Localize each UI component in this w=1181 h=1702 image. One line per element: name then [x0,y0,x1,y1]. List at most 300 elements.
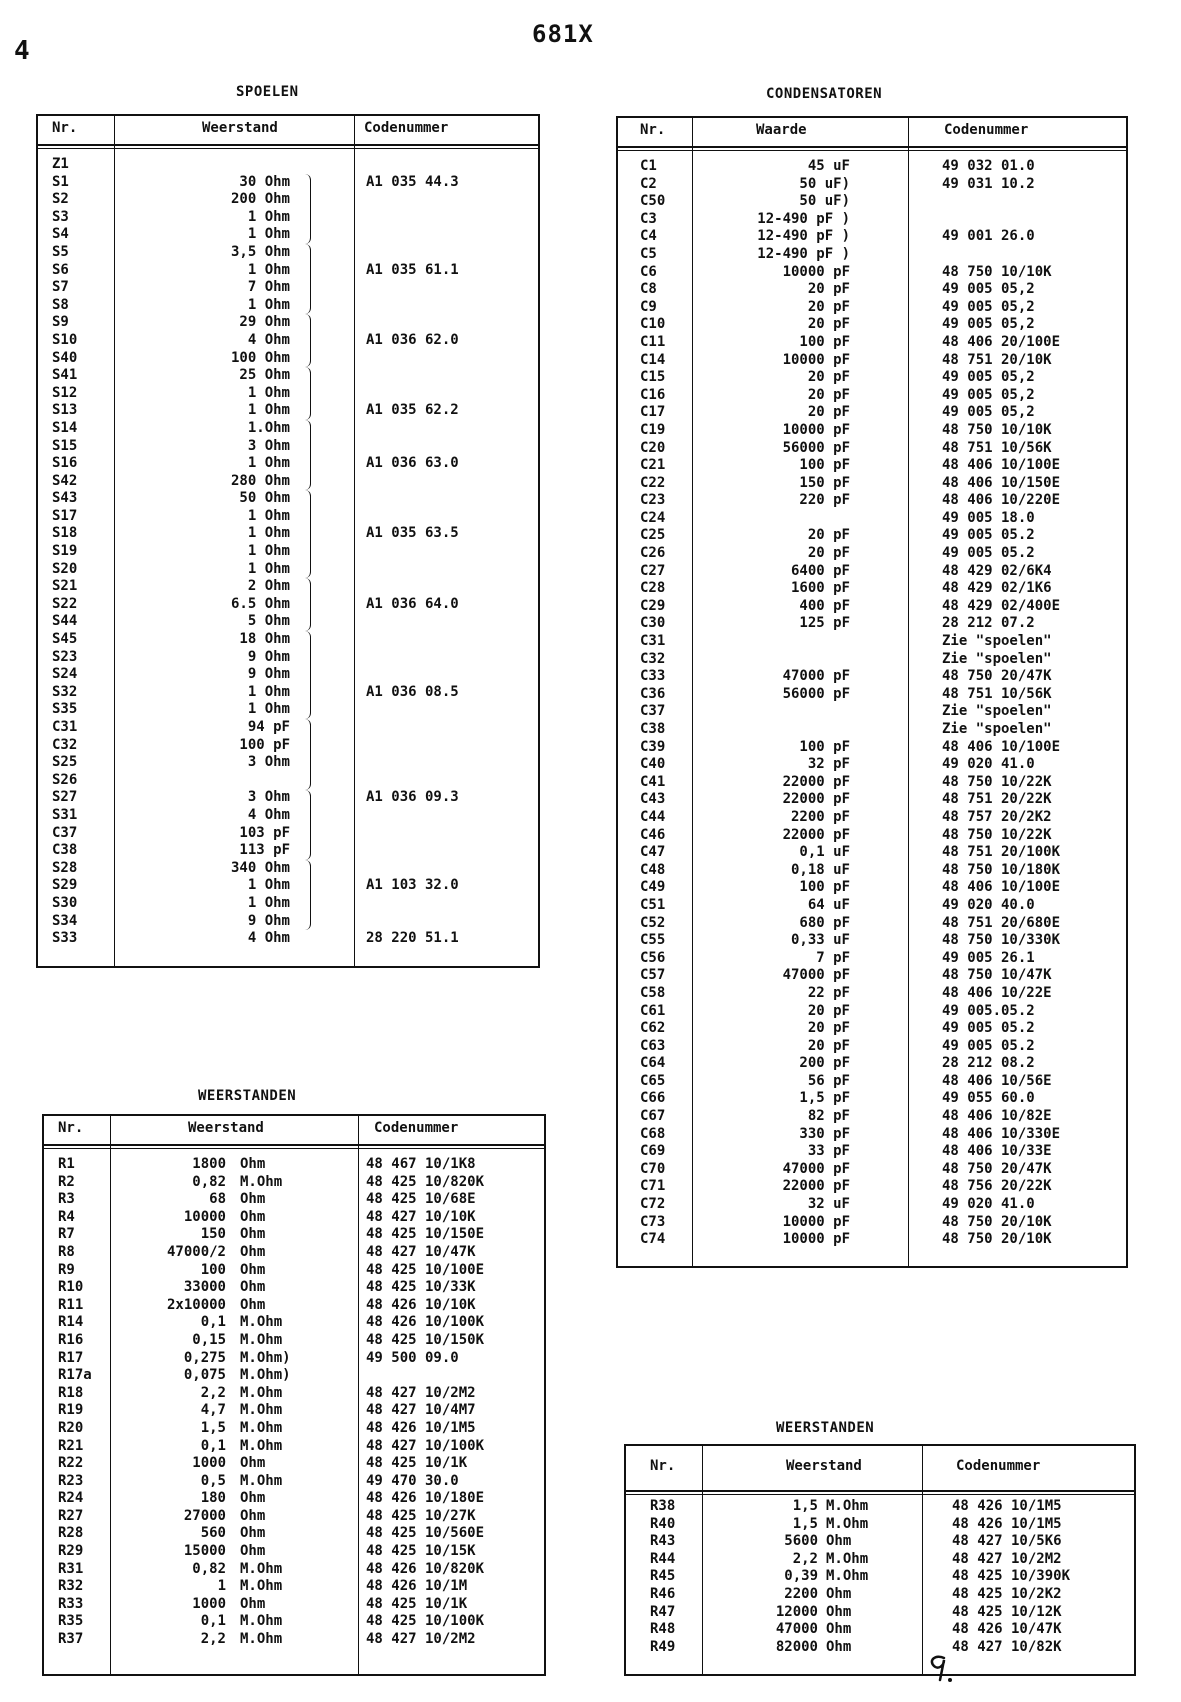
cell-value: 18 Ohm [239,631,290,648]
cell-code: 49 005 05,2 [942,298,1035,315]
cell-code: 48 429 02/1K6 [942,580,1052,597]
cell-nr: C32 [640,650,666,667]
cell-code: 48 425 10/2K2 [952,1585,1062,1602]
cell-nr: S33 [52,930,78,947]
table-row [38,209,538,227]
cell-nr: C32 [52,736,78,753]
table-row [618,228,1126,246]
cell-code: 48 750 20/10K [942,1231,1052,1248]
cell-nr: C44 [640,808,666,825]
header-weerstand: Weerstand [786,1458,862,1474]
cell-nr: R46 [650,1585,676,1602]
cell-value: 200 Ohm [230,191,290,208]
header-weerstand: Weerstand [202,120,278,136]
table-row [618,1196,1126,1214]
cell-code: 48 757 20/2K2 [942,808,1052,825]
cell-value: 47000 [775,1621,818,1638]
header-nr: Nr. [640,122,666,138]
cell-value: 1 Ohm [247,208,290,225]
table-row [44,1543,544,1561]
cell-value: 15000 [183,1543,226,1560]
cell-unit: Ohm [826,1638,852,1655]
cell-value: 47000 pF [782,1160,850,1177]
table-row [38,350,538,368]
cell-nr: R20 [58,1419,84,1436]
table-row [38,385,538,403]
cell-code: 48 425 10/15K [366,1543,476,1560]
cell-value: 82000 [775,1638,818,1655]
cell-nr: S27 [52,789,78,806]
cell-value: 33 pF [807,1143,850,1160]
cell-value: 1 Ohm [247,701,290,718]
cell-code: 48 427 10/10K [366,1208,476,1225]
table-row [44,1314,544,1332]
cell-nr: S16 [52,455,78,472]
spoelen-table [36,114,540,968]
cell-value: 5600 [784,1533,818,1550]
cell-value: 20 pF [807,298,850,315]
cell-nr: C63 [640,1037,666,1054]
cell-value: 0,1 [200,1314,226,1331]
cell-nr: R1 [58,1156,75,1172]
cell-code: 48 406 10/22E [942,984,1052,1001]
cell-nr: C39 [640,738,666,755]
table-row [618,827,1126,845]
cell-unit: M.Ohm [240,1384,283,1401]
cell-nr: S22 [52,595,78,612]
cell-value: 1800 [192,1156,226,1172]
cell-nr: R45 [650,1568,676,1585]
cell-code: 48 427 10/82K [952,1638,1062,1655]
cell-nr: S44 [52,613,78,630]
cell-value: 22000 pF [782,773,850,790]
table-row [618,299,1126,317]
table-row [618,440,1126,458]
table-row [38,613,538,631]
cell-code: 49 005 18.0 [942,509,1035,526]
cell-value: 20 pF [807,1020,850,1037]
cell-code: 48 406 10/330E [942,1125,1061,1142]
cell-code: 49 005 05,2 [942,386,1035,403]
cell-nr: C30 [640,615,666,632]
cell-value: 32 pF [807,756,850,773]
cell-code: 48 750 10/22K [942,826,1052,843]
table-row [38,262,538,280]
cell-value: 27000 [183,1507,226,1524]
cell-nr: R47 [650,1603,676,1620]
cell-code: 48 756 20/22K [942,1178,1052,1195]
group-brace [304,244,311,314]
table-row [38,174,538,192]
cell-value: 280 Ohm [230,472,290,489]
cell-nr: C10 [640,316,666,333]
cell-value: 0,82 [192,1560,226,1577]
table-row [618,879,1126,897]
cell-code: 48 751 20/680E [942,914,1061,931]
table-row [618,1143,1126,1161]
cell-unit: M.Ohm [240,1437,283,1454]
cell-code: 48 750 10/47K [942,967,1052,984]
header-nr: Nr. [52,120,78,136]
cell-nr: S45 [52,631,78,648]
cell-unit: M.Ohm [240,1331,283,1348]
cell-value: 20 pF [807,386,850,403]
table-row [38,895,538,913]
cell-nr: R24 [58,1490,84,1507]
cell-unit: M.Ohm) [240,1367,291,1384]
cell-nr: R7 [58,1226,75,1243]
cell-value: 3 Ohm [247,789,290,806]
cell-code: 49 055 60.0 [942,1090,1035,1107]
table-row [38,754,538,772]
cell-value: 1 Ohm [247,507,290,524]
cell-value: 50 uF) [799,175,850,192]
table-row [618,1108,1126,1126]
cell-value: 0,33 uF [790,932,850,949]
cell-value: 0,39 [784,1568,818,1585]
cell-nr: S2 [52,191,69,208]
cell-nr: S4 [52,226,69,243]
cell-value: 9 Ohm [247,666,290,683]
cell-unit: Ohm [240,1191,266,1208]
table-row [618,756,1126,774]
cell-nr: R31 [58,1560,84,1577]
cell-nr: R32 [58,1578,84,1595]
cell-nr: C46 [640,826,666,843]
table-row [38,825,538,843]
cell-value: 3,5 Ohm [230,243,290,260]
cell-code: 49 005 05.2 [942,527,1035,544]
cell-nr: C49 [640,879,666,896]
table-row [44,1297,544,1315]
cell-unit: M.Ohm [240,1173,283,1190]
cell-code: 49 020 40.0 [942,896,1035,913]
cell-unit: M.Ohm [240,1314,283,1331]
cell-unit: M.Ohm [826,1568,869,1585]
table-row [626,1533,1134,1551]
cell-nr: R11 [58,1296,84,1313]
cell-value: 2,2 [200,1631,226,1648]
cell-value: 0,1 [200,1613,226,1630]
cell-value: 2200 pF [790,808,850,825]
table-row [618,651,1126,669]
group-brace [304,314,311,367]
cell-unit: Ohm [240,1208,266,1225]
cell-value: 1000 [192,1455,226,1472]
table-row [44,1350,544,1368]
cell-code: A1 036 09.3 [366,789,459,806]
table-row [38,473,538,491]
cell-nr: C56 [640,949,666,966]
cell-value: 2200 [784,1585,818,1602]
cell-nr: S5 [52,243,69,260]
cell-unit: Ohm [240,1455,266,1472]
table-header [44,1116,544,1146]
table-row [38,913,538,931]
cell-value: 32 uF [807,1196,850,1213]
cell-value: 47000/2 [166,1243,226,1260]
cell-value: 10000 pF [782,1213,850,1230]
cell-nr: C26 [640,545,666,562]
cell-unit: Ohm [826,1621,852,1638]
cell-unit: M.Ohm [240,1578,283,1595]
table-row [38,789,538,807]
cell-unit: Ohm [240,1525,266,1542]
cell-code: 48 426 10/180E [366,1490,485,1507]
cell-unit: Ohm [240,1261,266,1278]
table-row [44,1631,544,1649]
table-row [618,422,1126,440]
cell-nr: S35 [52,701,78,718]
table-row [618,932,1126,950]
cell-nr: R44 [650,1550,676,1567]
cell-value: 10000 pF [782,351,850,368]
table-row [618,281,1126,299]
cell-value: 4 Ohm [247,930,290,947]
header-waarde: Waarde [756,122,807,138]
cell-unit: Ohm [240,1507,266,1524]
cell-nr: C36 [640,685,666,702]
table-row [618,1038,1126,1056]
cell-unit: Ohm [826,1603,852,1620]
table-row [38,156,538,174]
cell-value: 1 Ohm [247,455,290,472]
table-row [618,563,1126,581]
cell-value: 1 Ohm [247,384,290,401]
table-row [618,246,1126,264]
cell-value: 20 pF [807,527,850,544]
cell-code: 48 425 10/150E [366,1226,485,1243]
cell-value: 50 uF) [799,193,850,210]
cell-value: 220 pF [799,492,850,509]
cell-code: 49 032 01.0 [942,158,1035,174]
cell-value: 10000 pF [782,1231,850,1248]
cell-code: 49 020 41.0 [942,1196,1035,1213]
cell-code: 48 426 10/1M5 [366,1419,476,1436]
cell-value: 20 pF [807,545,850,562]
cell-nr: C33 [640,668,666,685]
table-row [44,1613,544,1631]
table-row [38,508,538,526]
cell-nr: C21 [640,457,666,474]
cell-nr: R43 [650,1533,676,1550]
cell-code: 48 750 10/22K [942,773,1052,790]
cell-nr: R8 [58,1243,75,1260]
table-row [618,598,1126,616]
cell-value: 12-490 pF ) [757,245,850,262]
cell-code: 49 031 10.2 [942,175,1035,192]
cell-nr: R29 [58,1543,84,1560]
cell-nr: S13 [52,402,78,419]
cell-value: 10000 [183,1208,226,1225]
cell-code: 48 750 10/330K [942,932,1061,949]
cell-code: 48 427 10/4M7 [366,1402,476,1419]
cell-nr: C61 [640,1002,666,1019]
table-row [618,580,1126,598]
cell-value: 47000 pF [782,668,850,685]
cell-unit: Ohm [826,1533,852,1550]
cell-nr: C62 [640,1020,666,1037]
cell-nr: C8 [640,281,657,298]
cell-nr: S42 [52,472,78,489]
table-row [44,1279,544,1297]
cell-nr: C51 [640,896,666,913]
cell-code: 28 212 08.2 [942,1055,1035,1072]
cell-code: A1 036 08.5 [366,683,459,700]
header-nr: Nr. [650,1458,676,1474]
table-row [618,686,1126,704]
cell-nr: R49 [650,1638,676,1655]
cell-nr: S3 [52,208,69,225]
cell-nr: S41 [52,367,78,384]
cell-nr: S23 [52,648,78,665]
cell-nr: R37 [58,1631,84,1648]
cell-nr: R17 [58,1349,84,1366]
cell-nr: C43 [640,791,666,808]
cell-code: A1 035 62.2 [366,402,459,419]
cell-unit: Ohm [240,1279,266,1296]
cell-unit: M.Ohm [826,1498,869,1514]
cell-code: Zie "spoelen" [942,703,1052,720]
header-codenummer: Codenummer [364,120,449,136]
cell-value: 1,5 pF [799,1090,850,1107]
cell-value: 20 pF [807,1002,850,1019]
table-header [38,116,538,146]
cell-code: 48 425 10/100E [366,1261,485,1278]
table-row [618,897,1126,915]
table-row [38,438,538,456]
cell-code: 49 005 05,2 [942,369,1035,386]
cell-code: 48 751 10/56K [942,685,1052,702]
cell-code: 48 427 10/2M2 [366,1631,476,1648]
cell-code: 48 427 10/47K [366,1243,476,1260]
cell-nr: C40 [640,756,666,773]
cell-code: 48 406 20/100E [942,333,1061,350]
table-row [44,1438,544,1456]
cell-nr: S18 [52,525,78,542]
table-row [44,1596,544,1614]
cell-nr: R10 [58,1279,84,1296]
table-row [618,510,1126,528]
cell-value: 150 [200,1226,226,1243]
table-row [44,1209,544,1227]
cell-unit: M.Ohm [240,1613,283,1630]
cell-unit: M.Ohm [240,1631,283,1648]
cell-nr: S1 [52,173,69,190]
header-codenummer: Codenummer [374,1120,459,1136]
cell-nr: C9 [640,298,657,315]
cell-code: 49 001 26.0 [942,228,1035,245]
cell-code: 48 426 10/1M [366,1578,468,1595]
table-row [618,176,1126,194]
cell-value: 22 pF [807,984,850,1001]
cell-code: 48 425 10/100K [366,1613,485,1630]
handwritten-mark [922,1650,958,1686]
cell-nr: C41 [640,773,666,790]
cell-nr: C31 [640,633,666,650]
table-row [38,297,538,315]
cell-value: 103 pF [239,824,290,841]
cell-unit: Ohm [240,1243,266,1260]
table-row [618,264,1126,282]
cell-nr: S9 [52,314,69,331]
table-row [38,877,538,895]
cell-unit: M.Ohm [240,1560,283,1577]
cell-nr: S10 [52,331,78,348]
cell-nr: C64 [640,1055,666,1072]
cell-value: 1 Ohm [247,560,290,577]
cell-code: 28 212 07.2 [942,615,1035,632]
cell-nr: C58 [640,984,666,1001]
table-row [618,703,1126,721]
table-row [38,701,538,719]
table-row [44,1402,544,1420]
cell-nr: C37 [52,824,78,841]
table-row [618,1178,1126,1196]
cell-nr: Z1 [52,156,69,172]
cell-nr: S30 [52,894,78,911]
cell-value: 1,5 [792,1498,818,1514]
table-row [618,1003,1126,1021]
table-row [618,404,1126,422]
cell-nr: R38 [650,1498,676,1514]
cell-nr: C29 [640,597,666,614]
cell-value: 5 Ohm [247,613,290,630]
cell-nr: C48 [640,861,666,878]
cell-value: 12-490 pF ) [757,210,850,227]
cell-nr: S28 [52,859,78,876]
cell-code: 48 406 10/33E [942,1143,1052,1160]
cell-value: 0,18 uF [790,861,850,878]
cell-unit: M.Ohm [240,1402,283,1419]
cell-nr: R48 [650,1621,676,1638]
table-row [618,1073,1126,1091]
table-row [38,543,538,561]
model-title: 681X [532,20,594,48]
table-row [618,915,1126,933]
cell-value: 29 Ohm [239,314,290,331]
cell-nr: S7 [52,279,69,296]
cell-value: 0,075 [183,1367,226,1384]
cell-nr: C25 [640,527,666,544]
cell-code: 48 406 10/150E [942,474,1061,491]
table-row [38,807,538,825]
cell-nr: C73 [640,1213,666,1230]
table-row [626,1516,1134,1534]
cell-nr: C70 [640,1160,666,1177]
cell-value: 0,82 [192,1173,226,1190]
table-row [44,1473,544,1491]
table-row [618,791,1126,809]
cell-value: 4 Ohm [247,806,290,823]
cell-value: 100 [200,1261,226,1278]
cell-code: A1 035 63.5 [366,525,459,542]
weerstanden-caption: WEERSTANDEN [776,1420,875,1436]
cell-value: 113 pF [239,842,290,859]
cell-nr: R3 [58,1191,75,1208]
cell-nr: C19 [640,421,666,438]
table-row [618,334,1126,352]
cell-code: 48 750 20/10K [942,1213,1052,1230]
cell-value: 7 Ohm [247,279,290,296]
table-row [618,193,1126,211]
table-row [44,1367,544,1385]
table-row [618,475,1126,493]
cell-nr: S19 [52,543,78,560]
table-row [618,492,1126,510]
cell-code: 48 750 10/10K [942,263,1052,280]
cell-value: 22000 pF [782,826,850,843]
